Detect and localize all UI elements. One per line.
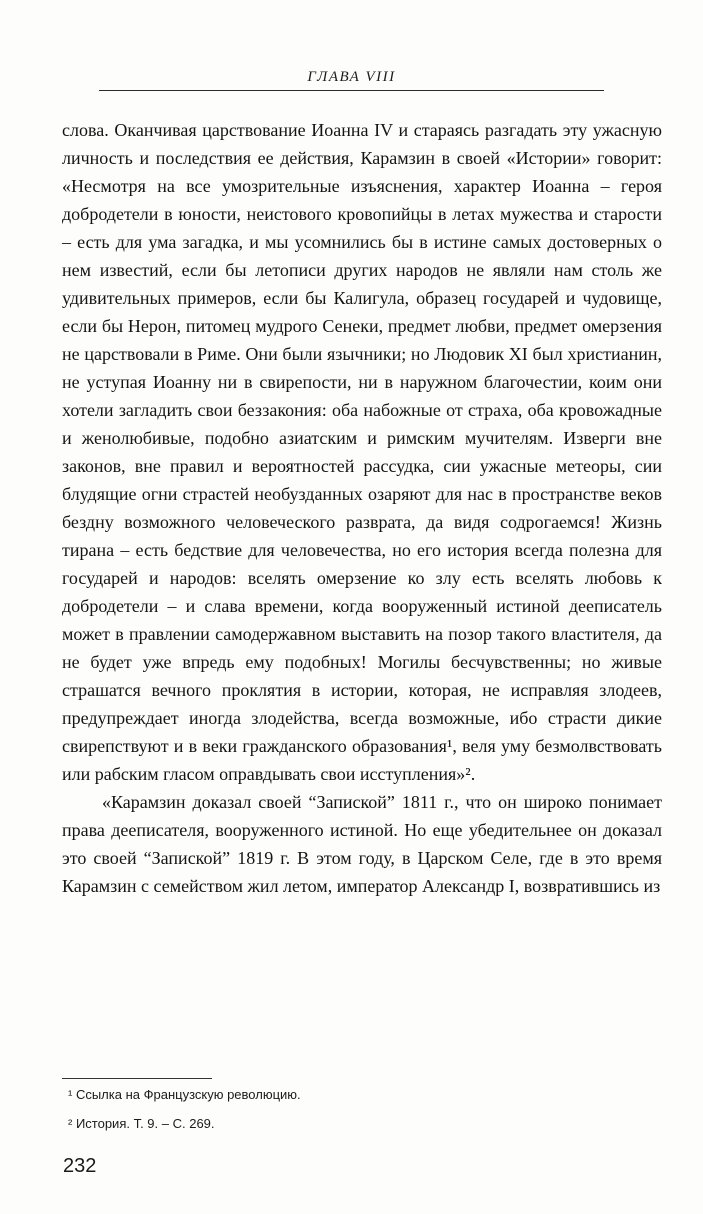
- footnote: ² История. Т. 9. – С. 269.: [68, 1116, 215, 1131]
- paragraph: «Карамзин доказал своей “Запиской” 1811 г., что он широко понимает права дееписателя, вооруженного истиной. Но еще убедительнее он доказал это своей “Запиской” 1819 г. В этом году, в Царском Селе, где в это время Карамзин с семейством жил летом, император Александр I, возвратившись из: [62, 792, 662, 896]
- paragraph-continuation: слова. Оканчивая царствование Иоанна IV и стараясь разгадать эту ужасную личность и последствия ее действия, Карамзин в своей «Истории» говорит: «Несмотря на все умозрительные изъяснения, характер Иоанна – героя добродетели в юности, неистового кровопийцы в летах мужества и старости – есть для ума загадка, и мы усомнились бы в истине самых достоверных о нем известий, если бы летописи других народов не являли нам столь же удивительных примеров, если бы Калигула, образец государей и чудовище, если бы Нерон, питомец мудрого Сенеки, предмет любви, предмет омерзения не царствовали в Риме. Они были язычники; но Людовик XI был христианин, не уступая Иоанну ни в свирепости, ни в наружном благочестии, коим они хотели загладить свои беззакония: оба набожные от страха, оба кровожадные и женолюбивые, подобно азиатским и римским мучителям. Изверги вне законов, вне правил и вероятностей рассудка, сии ужасные метеоры, сии блудящие огни страстей необузданных озаряют для нас в пространстве веков бездну возможного человеческого разврата, да видя содрогаемся! Жизнь тирана – есть бедствие для человечества, но его история всегда полезна для государей и народов: вселять омерзение ко злу есть вселять любовь к добродетели – и слава времени, когда вооруженный истиной дееписатель может в правлении самодержавном выставить на позор такого властителя, да не будет уже впредь ему подобных! Могилы бесчувственны; но живые страшатся вечного проклятия в истории, которая, не исправляя злодеев, предупреждает иногда злодейства, всегда возможные, ибо страсти дикие свирепствуют и в веки гражданского образования¹, веля уму безмолвствовать или рабским гласом оправдывать свои исступления»².: [62, 120, 662, 784]
- footnote: ¹ Ссылка на Французскую революцию.: [68, 1087, 301, 1102]
- page-number: 232: [63, 1155, 97, 1177]
- chapter-title: ГЛАВА VIII: [307, 69, 396, 85]
- running-head: [99, 68, 604, 91]
- body-text: [62, 116, 662, 900]
- footnote-rule: [62, 1078, 212, 1079]
- header-rule: [99, 90, 604, 91]
- footnote-block: [62, 1078, 662, 1144]
